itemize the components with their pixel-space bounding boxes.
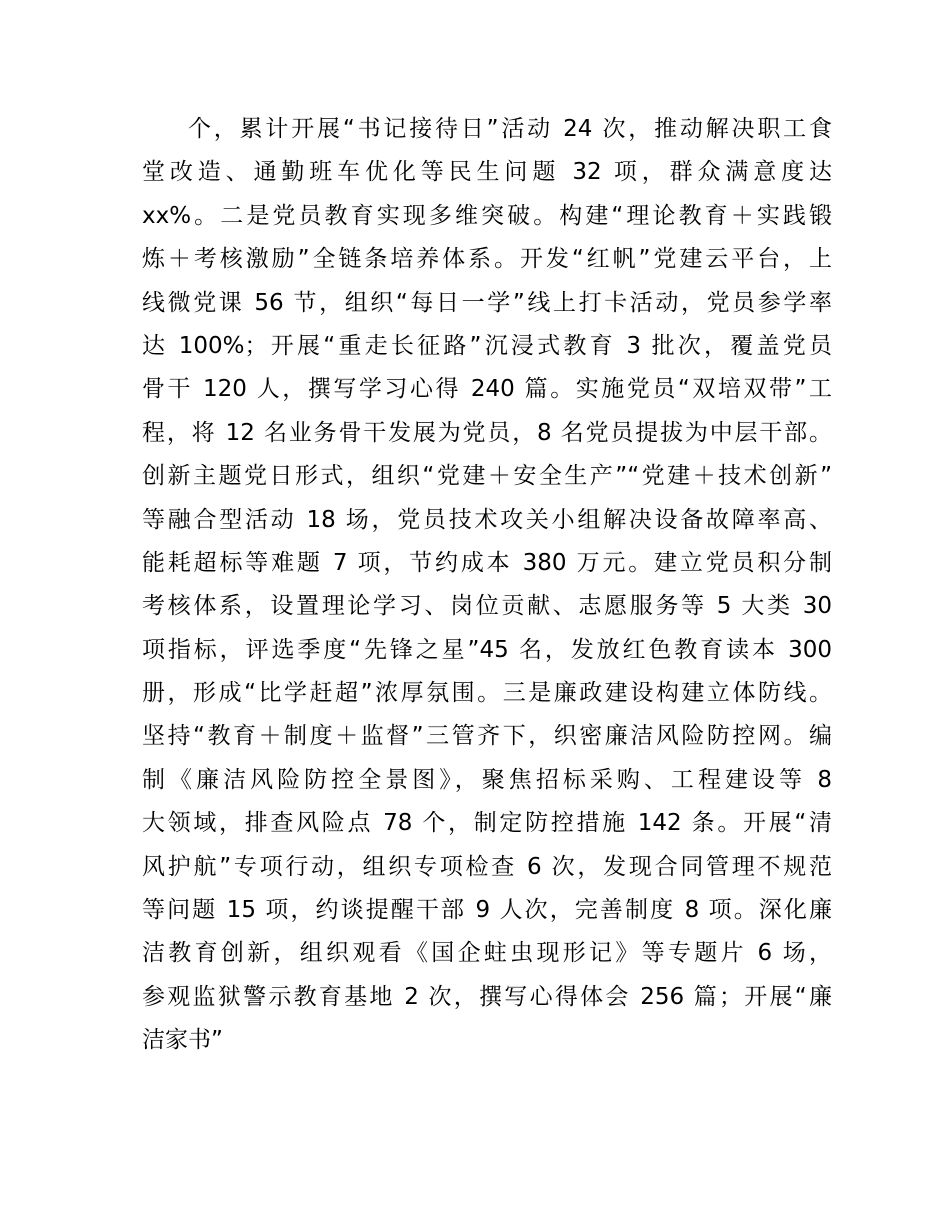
paragraph-line: 程，将 12 名业务骨干发展为党员，8 名党员提拔为中层干部。 — [142, 419, 832, 446]
body-paragraph — [142, 108, 832, 1063]
paragraph-line: 堂改造、通勤班车优化等民生问题 32 项，群众满意度达 — [142, 159, 832, 186]
paragraph-line: 洁家书” — [142, 1027, 223, 1054]
paragraph-line: 个，累计开展“书记接待日”活动 24 次，推动解决职工食 — [188, 116, 832, 142]
paragraph-line: 洁教育创新，组织观看《国企蛀虫现形记》等专题片 6 场， — [142, 940, 832, 967]
paragraph-line: 参观监狱警示教育基地 2 次，撰写心得体会 256 篇；开展“廉 — [142, 983, 832, 1010]
paragraph-line: 风护航”专项行动，组织专项检查 6 次，发现合同管理不规范 — [142, 853, 832, 880]
paragraph-line: 等融合型活动 18 场，党员技术攻关小组解决设备故障率高、 — [142, 506, 832, 533]
paragraph-line: 坚持“教育＋制度＋监督”三管齐下，织密廉洁风险防控网。编 — [142, 723, 832, 750]
paragraph-line: 创新主题党日形式，组织“党建＋安全生产”“党建＋技术创新” — [142, 463, 832, 490]
paragraph-line: 册，形成“比学赶超”浓厚氛围。三是廉政建设构建立体防线。 — [142, 680, 832, 707]
paragraph-line: 炼＋考核激励”全链条培养体系。开发“红帆”党建云平台，上 — [142, 246, 832, 273]
paragraph-line: xx%。二是党员教育实现多维突破。构建“理论教育＋实践锻 — [142, 202, 832, 229]
paragraph-line: 达 100%；开展“重走长征路”沉浸式教育 3 批次，覆盖党员 — [142, 332, 832, 359]
paragraph-line: 等问题 15 项，约谈提醒干部 9 人次，完善制度 8 项。深化廉 — [142, 897, 832, 924]
paragraph-line: 线微党课 56 节，组织“每日一学”线上打卡活动，党员参学率 — [142, 289, 832, 316]
paragraph-line: 骨干 120 人，撰写学习心得 240 篇。实施党员“双培双带”工 — [142, 376, 832, 403]
paragraph-line: 考核体系，设置理论学习、岗位贡献、志愿服务等 5 大类 30 — [142, 593, 832, 620]
paragraph-line: 制《廉洁风险防控全景图》，聚焦招标采购、工程建设等 8 — [142, 766, 832, 793]
paragraph-line: 能耗超标等难题 7 项，节约成本 380 万元。建立党员积分制 — [142, 549, 832, 576]
paragraph-line: 项指标，评选季度“先锋之星”45 名，发放红色教育读本 300 — [142, 636, 832, 663]
paragraph-line: 大领域，排查风险点 78 个，制定防控措施 142 条。开展“清 — [142, 810, 832, 837]
